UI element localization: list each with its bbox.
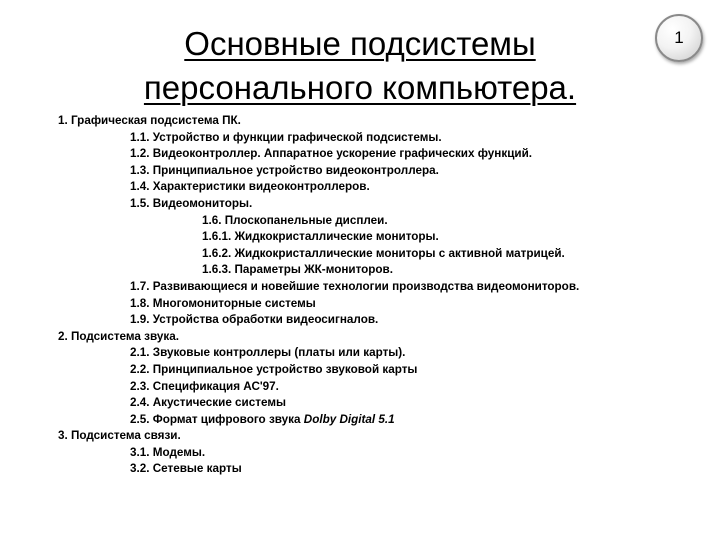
toc-item	[58, 329, 713, 346]
toc-item-text: 1.8. Многомониторные системы	[130, 296, 316, 310]
toc-item	[58, 246, 713, 263]
slide-title	[60, 22, 660, 110]
toc-item-text: 3. Подсистема связи.	[58, 429, 181, 443]
toc-item-text: 1.9. Устройства обработки видеосигналов.	[130, 313, 379, 327]
toc-item	[58, 229, 713, 246]
toc-item-text: 2.5. Формат цифрового звука	[130, 412, 304, 426]
toc-item	[58, 379, 713, 396]
title-line-1: Основные подсистемы	[184, 25, 536, 62]
page-number: 1	[674, 28, 684, 47]
toc-item-text: 1.6.1. Жидкокристаллические мониторы.	[202, 230, 439, 244]
toc-item-text: 3.2. Сетевые карты	[130, 462, 242, 476]
toc-item	[58, 461, 713, 478]
toc-item	[58, 113, 713, 130]
toc-item-text: 1.2. Видеоконтроллер. Аппаратное ускорение графических функций.	[130, 147, 533, 161]
toc-item-text: 1.6.2. Жидкокристаллические мониторы с активной матрицей.	[202, 246, 565, 260]
toc-item-text: 1.6.3. Параметры ЖК-мониторов.	[202, 263, 393, 277]
toc-item	[58, 163, 713, 180]
title-line-2: персонального компьютера.	[143, 69, 577, 106]
toc-item-text: 3.1. Модемы.	[130, 445, 206, 459]
toc-item-text: 1.3. Принципиальное устройство видеоконтроллера.	[130, 163, 439, 177]
toc-item-text: 1. Графическая подсистема ПК.	[58, 114, 241, 127]
toc-item	[58, 213, 713, 230]
toc-item-text: 2.1. Звуковые контроллеры (платы или карты).	[130, 346, 406, 360]
toc-item	[58, 146, 713, 163]
toc-item	[58, 428, 713, 445]
toc-item-text: 2.3. Спецификация АС'97.	[130, 379, 279, 393]
toc-item	[58, 395, 713, 412]
toc-item	[58, 412, 713, 429]
toc-item-text: 2.2. Принципиальное устройство звуковой карты	[130, 362, 418, 376]
toc-item	[58, 196, 713, 213]
toc-item-italic-text: Dolby Digital 5.1	[303, 412, 395, 426]
toc-item	[58, 262, 713, 279]
toc-item-text: 2.4. Акустические системы	[130, 396, 286, 410]
toc-item	[58, 179, 713, 196]
toc-item	[58, 312, 713, 329]
toc-item-text: 1.1. Устройство и функции графической подсистемы.	[130, 130, 442, 144]
toc-item	[58, 296, 713, 313]
toc-item	[58, 279, 713, 296]
toc-item-text: 1.4. Характеристики видеоконтроллеров.	[130, 180, 370, 194]
table-of-contents	[58, 113, 713, 478]
toc-item	[58, 345, 713, 362]
toc-item-text: 1.7. Развивающиеся и новейшие технологии производства видеомониторов.	[130, 279, 580, 293]
toc-item	[58, 362, 713, 379]
page-number-badge	[655, 14, 703, 62]
toc-item-text: 1.6. Плоскопанельные дисплеи.	[202, 213, 388, 227]
toc-item	[58, 445, 713, 462]
toc-item-text: 1.5. Видеомониторы.	[130, 196, 253, 210]
toc-item	[58, 130, 713, 147]
toc-item-text: 2. Подсистема звука.	[58, 329, 179, 343]
